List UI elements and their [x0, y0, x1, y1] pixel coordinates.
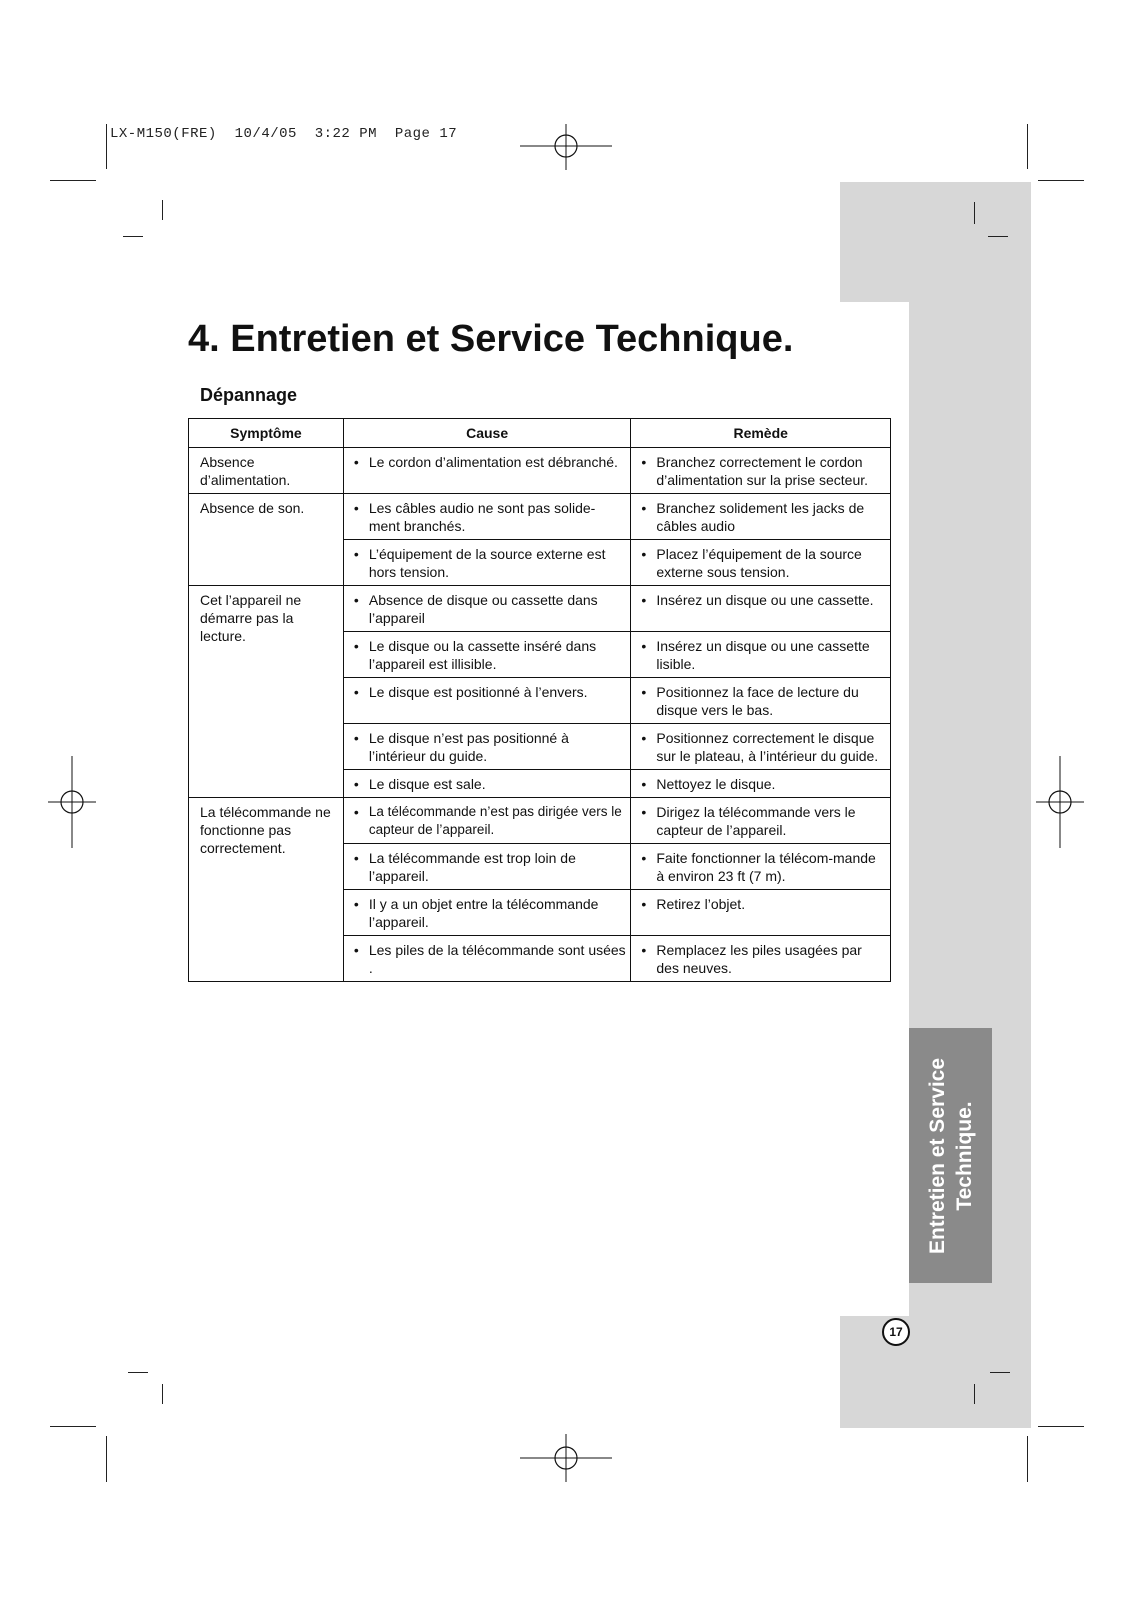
remedy-text: Faite fonctionner la télécom-mande à environ 23 ft (7 m).: [656, 850, 876, 884]
table-row: [189, 798, 891, 844]
remedy-text: Branchez solidement les jacks de câbles audio: [656, 500, 865, 534]
header-symptom: Symptôme: [189, 419, 344, 448]
symptom-cell: Absence de son.: [189, 494, 344, 586]
bullet-icon: •: [353, 850, 359, 866]
table-row: [189, 586, 891, 632]
header-remedy: Remède: [631, 419, 891, 448]
header-cause: Cause: [343, 419, 631, 448]
cause-text: Il y a un objet entre la télécommande l’appareil.: [368, 896, 599, 930]
bullet-icon: •: [353, 896, 359, 912]
bullet-icon: •: [353, 500, 359, 516]
registration-mark-bottom: [520, 1434, 616, 1482]
cause-cell: [343, 494, 631, 540]
remedy-cell: [631, 540, 891, 586]
cause-cell: [343, 724, 631, 770]
registration-mark-top: [520, 124, 616, 172]
bullet-icon: •: [353, 454, 359, 470]
bullet-icon: •: [641, 684, 647, 700]
cause-cell: [343, 890, 631, 936]
bullet-icon: •: [641, 546, 647, 562]
remedy-text: Dirigez la télécommande vers le capteur de l’appareil.: [656, 804, 856, 838]
remedy-text: Placez l’équipement de la source externe sous tension.: [656, 546, 862, 580]
table-row: [189, 494, 891, 540]
chapter-tab: [909, 1028, 992, 1283]
remedy-text: Retirez l’objet.: [656, 896, 746, 912]
bullet-icon: •: [353, 592, 359, 608]
cause-text: L’équipement de la source externe est hors tension.: [368, 546, 606, 580]
remedy-text: Insérez un disque ou une cassette.: [656, 592, 874, 608]
page-title: 4. Entretien et Service Technique.: [188, 318, 794, 360]
remedy-cell: [631, 936, 891, 982]
remedy-text: Positionnez correctement le disque sur le plateau, à l’intérieur du guide.: [656, 730, 879, 764]
chapter-tab-line1: Entretien et Service: [925, 1057, 949, 1254]
bullet-icon: •: [353, 804, 359, 820]
cause-text: La télécommande est trop loin de l’appareil.: [368, 850, 576, 884]
cause-cell: [343, 844, 631, 890]
bullet-icon: •: [641, 500, 647, 516]
cause-text: Absence de disque ou cassette dans l’appareil: [368, 592, 598, 626]
cause-cell: [343, 586, 631, 632]
remedy-cell: [631, 678, 891, 724]
side-band-top: [840, 182, 1031, 302]
remedy-cell: [631, 724, 891, 770]
chapter-tab-line2: Technique.: [952, 1100, 976, 1211]
bullet-icon: •: [641, 896, 647, 912]
bullet-icon: •: [353, 638, 359, 654]
cause-cell: [343, 448, 631, 494]
cause-text: Le cordon d’alimentation est débranché.: [368, 454, 618, 470]
bullet-icon: •: [353, 776, 359, 792]
bullet-icon: •: [641, 730, 647, 746]
remedy-cell: [631, 448, 891, 494]
troubleshooting-table: [188, 418, 891, 982]
page-number: 17: [882, 1318, 910, 1346]
section-heading: Dépannage: [200, 385, 298, 405]
cause-cell: [343, 540, 631, 586]
remedy-text: Branchez correctement le cordon d’alimentation sur la prise secteur.: [656, 454, 869, 488]
registration-mark-left: [48, 756, 98, 850]
remedy-cell: [631, 632, 891, 678]
bullet-icon: •: [641, 638, 647, 654]
cause-text: Les câbles audio ne sont pas solide-ment branchés.: [368, 500, 596, 534]
remedy-cell: [631, 494, 891, 540]
chapter-tab-label: [924, 1057, 978, 1253]
cause-text: Le disque est positionné à l’envers.: [368, 684, 588, 700]
bullet-icon: •: [641, 850, 647, 866]
cause-cell: [343, 798, 631, 844]
bullet-icon: •: [641, 942, 647, 958]
remedy-cell: [631, 844, 891, 890]
symptom-cell: Cet l’appareil ne démarre pas la lecture.: [189, 586, 344, 798]
cause-text: Les piles de la télécommande sont usées .: [368, 942, 626, 976]
remedy-text: Remplacez les piles usagées par des neuves.: [656, 942, 862, 976]
table-header-row: [189, 419, 891, 448]
remedy-text: Nettoyez le disque.: [656, 776, 776, 792]
bullet-icon: •: [641, 804, 647, 820]
remedy-text: Insérez un disque ou une cassette lisible.: [656, 638, 870, 672]
print-slug: LX-M150(FRE) 10/4/05 3:22 PM Page 17: [110, 126, 458, 142]
cause-cell: [343, 632, 631, 678]
table-row: [189, 448, 891, 494]
bullet-icon: •: [353, 942, 359, 958]
bullet-icon: •: [641, 592, 647, 608]
cause-cell: [343, 678, 631, 724]
remedy-cell: [631, 770, 891, 798]
symptom-cell: Absence d’alimentation.: [189, 448, 344, 494]
bullet-icon: •: [353, 684, 359, 700]
bullet-icon: •: [641, 776, 647, 792]
symptom-cell: La télécommande ne fonctionne pas correctement.: [189, 798, 344, 982]
cause-text: Le disque est sale.: [368, 776, 486, 792]
remedy-text: Positionnez la face de lecture du disque vers le bas.: [656, 684, 859, 718]
cause-text: La télécommande n’est pas dirigée vers le capteur de l’appareil.: [368, 804, 622, 837]
bullet-icon: •: [641, 454, 647, 470]
registration-mark-right: [1036, 756, 1086, 850]
cause-cell: [343, 936, 631, 982]
remedy-cell: [631, 890, 891, 936]
remedy-cell: [631, 798, 891, 844]
bullet-icon: •: [353, 730, 359, 746]
cause-cell: [343, 770, 631, 798]
cause-text: Le disque ou la cassette inséré dans l’appareil est illisible.: [368, 638, 597, 672]
bullet-icon: •: [353, 546, 359, 562]
remedy-cell: [631, 586, 891, 632]
cause-text: Le disque n’est pas positionné à l’intérieur du guide.: [368, 730, 569, 764]
